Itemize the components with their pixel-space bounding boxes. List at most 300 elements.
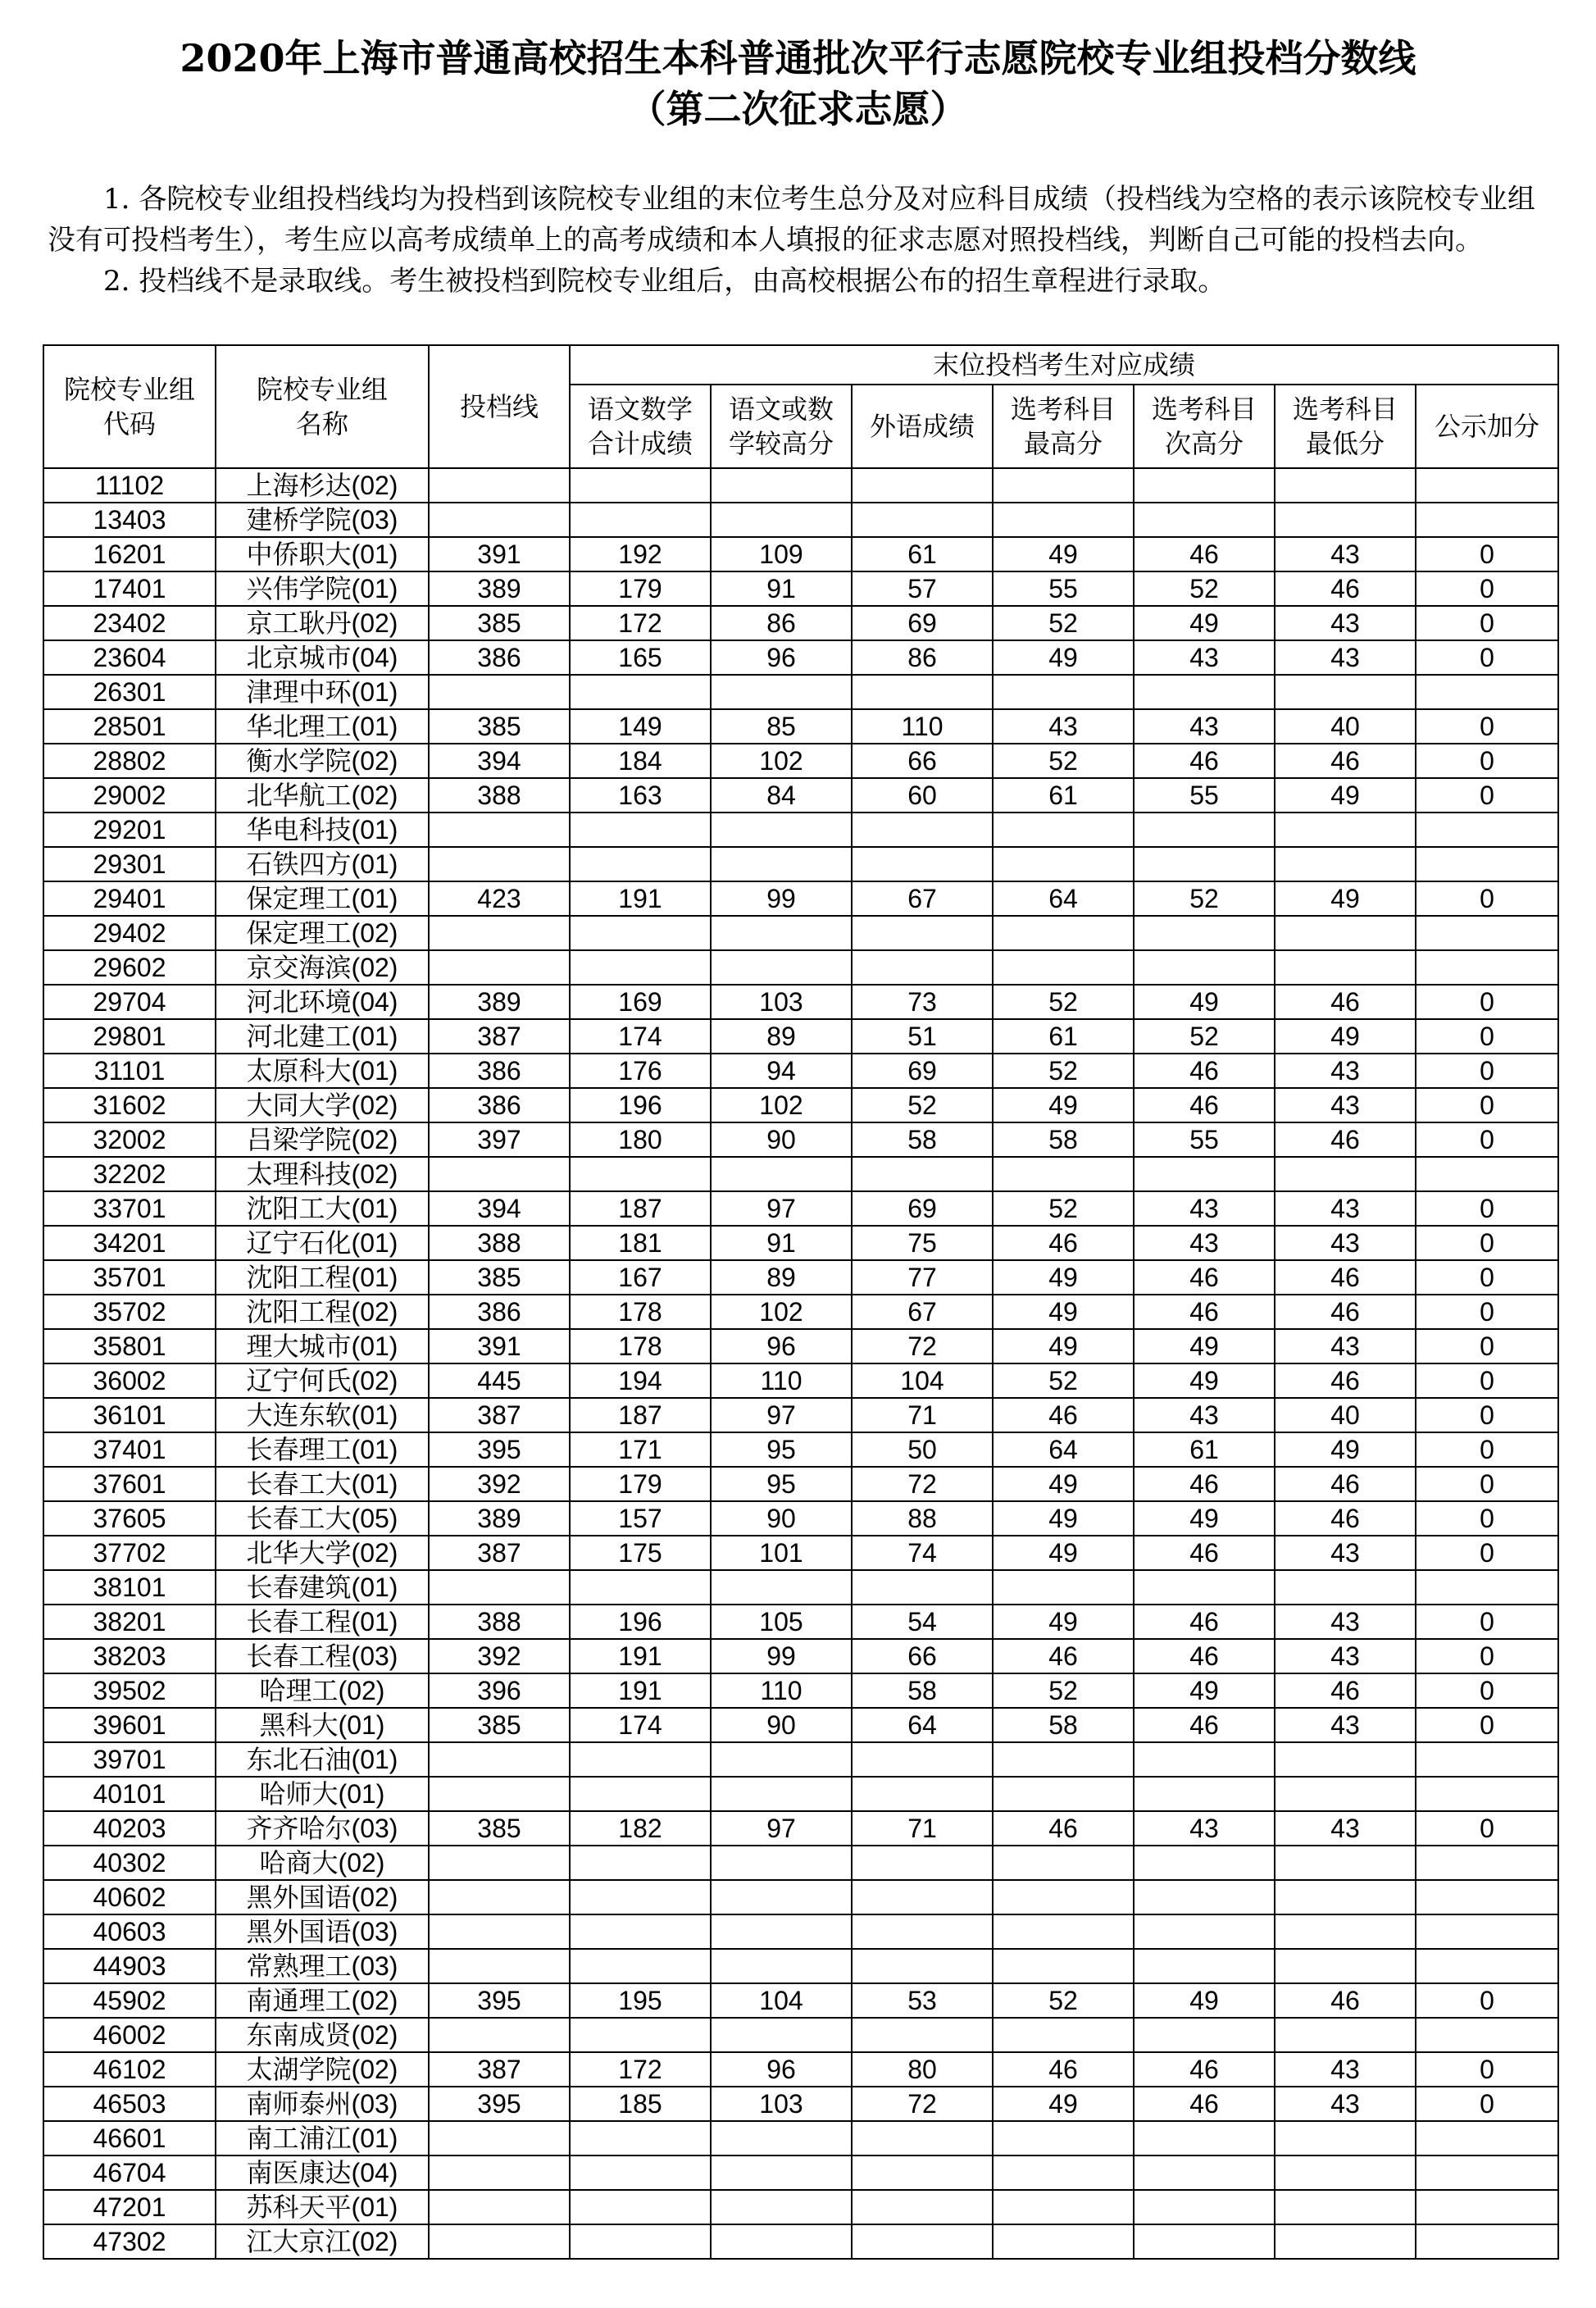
- cell-elective-lowest: [1275, 2155, 1416, 2190]
- cell-chinese-or-math-higher: 96: [711, 640, 852, 675]
- cell-foreign-language: [852, 2224, 993, 2259]
- cell-bonus: [1416, 847, 1558, 881]
- cell-line: 387: [429, 1536, 570, 1570]
- cell-line: 392: [429, 1467, 570, 1501]
- cell-code: 29401: [43, 881, 216, 916]
- cell-code: 47302: [43, 2224, 216, 2259]
- cell-chinese-or-math-higher: 89: [711, 1019, 852, 1054]
- cell-bonus: [1416, 675, 1558, 709]
- table-row: [43, 985, 1558, 1019]
- cell-bonus: 0: [1416, 1019, 1558, 1054]
- cell-code: 37601: [43, 1467, 216, 1501]
- cell-name: 齐齐哈尔(03): [216, 1811, 429, 1846]
- cell-name: 南医康达(04): [216, 2155, 429, 2190]
- cell-bonus: 0: [1416, 1329, 1558, 1363]
- cell-chinese-math-total: 172: [570, 2052, 711, 2087]
- cell-elective-lowest: 43: [1275, 1639, 1416, 1673]
- cell-line: 387: [429, 2052, 570, 2087]
- cell-name: 上海杉达(02): [216, 468, 429, 503]
- cell-foreign-language: 67: [852, 1295, 993, 1329]
- cell-code: 40101: [43, 1777, 216, 1811]
- cell-name: 北京城市(04): [216, 640, 429, 675]
- cell-code: 46601: [43, 2121, 216, 2155]
- cell-elective-second: 46: [1134, 1639, 1275, 1673]
- cell-code: 40302: [43, 1846, 216, 1880]
- note-1: 1. 各院校专业组投档线均为投档到该院校专业组的末位考生总分及对应科目成绩（投档线为空格的表示该院校专业组没有可投档考生），考生应以高考成绩单上的高考成绩和本人填报的征求志愿对照投档线，判断自己可能的投档去向。: [48, 183, 1535, 257]
- cell-bonus: [1416, 1742, 1558, 1777]
- cell-chinese-or-math-higher: 86: [711, 606, 852, 640]
- cell-elective-highest: [993, 847, 1134, 881]
- cell-name: 河北建工(01): [216, 1019, 429, 1054]
- cell-chinese-math-total: 157: [570, 1501, 711, 1536]
- cell-elective-highest: 43: [993, 709, 1134, 744]
- cell-elective-lowest: 43: [1275, 1226, 1416, 1260]
- cell-chinese-math-total: [570, 1846, 711, 1880]
- cell-elective-second: [1134, 2121, 1275, 2155]
- cell-chinese-math-total: 179: [570, 1467, 711, 1501]
- cell-elective-highest: [993, 1777, 1134, 1811]
- cell-code: 23604: [43, 640, 216, 675]
- cell-elective-second: 46: [1134, 1467, 1275, 1501]
- cell-foreign-language: [852, 813, 993, 847]
- cell-code: 47201: [43, 2190, 216, 2224]
- cell-elective-highest: [993, 1949, 1134, 1983]
- header-elective-lowest: [1275, 385, 1416, 468]
- cell-code: 33701: [43, 1191, 216, 1226]
- cell-chinese-or-math-higher: [711, 1742, 852, 1777]
- cell-elective-second: [1134, 1914, 1275, 1949]
- cell-bonus: [1416, 503, 1558, 537]
- cell-bonus: 0: [1416, 1226, 1558, 1260]
- page-title: 2020年上海市普通高校招生本科普通批次平行志愿院校专业组投档分数线: [180, 36, 1416, 80]
- cell-foreign-language: 60: [852, 778, 993, 813]
- cell-chinese-math-total: 179: [570, 571, 711, 606]
- table-row: [43, 1054, 1558, 1088]
- cell-name: 黑外国语(02): [216, 1880, 429, 1914]
- cell-elective-lowest: 43: [1275, 2087, 1416, 2121]
- cell-foreign-language: 61: [852, 537, 993, 571]
- cell-name: 长春建筑(01): [216, 1570, 429, 1605]
- table-row: [43, 1432, 1558, 1467]
- cell-bonus: 0: [1416, 1536, 1558, 1570]
- cell-elective-highest: 49: [993, 1088, 1134, 1122]
- cell-line: [429, 503, 570, 537]
- cell-code: 39601: [43, 1708, 216, 1742]
- cell-name: 哈理工(02): [216, 1673, 429, 1708]
- cell-code: 31602: [43, 1088, 216, 1122]
- cell-bonus: [1416, 1157, 1558, 1191]
- cell-bonus: [1416, 1914, 1558, 1949]
- cell-name: 吕梁学院(02): [216, 1122, 429, 1157]
- cell-elective-second: [1134, 1157, 1275, 1191]
- cell-elective-lowest: 43: [1275, 2052, 1416, 2087]
- cell-line: 396: [429, 1673, 570, 1708]
- cell-elective-lowest: 43: [1275, 1054, 1416, 1088]
- cell-chinese-or-math-higher: 85: [711, 709, 852, 744]
- table-row: [43, 847, 1558, 881]
- cell-elective-highest: 49: [993, 1605, 1134, 1639]
- cell-chinese-or-math-higher: [711, 468, 852, 503]
- cell-bonus: 0: [1416, 1363, 1558, 1398]
- cell-elective-lowest: 46: [1275, 1122, 1416, 1157]
- cell-bonus: [1416, 1777, 1558, 1811]
- table-row: [43, 1088, 1558, 1122]
- cell-bonus: 0: [1416, 1501, 1558, 1536]
- cell-name: 太原科大(01): [216, 1054, 429, 1088]
- cell-code: 38201: [43, 1605, 216, 1639]
- cell-foreign-language: [852, 675, 993, 709]
- cell-bonus: 0: [1416, 985, 1558, 1019]
- cell-name: 京交海滨(02): [216, 950, 429, 985]
- cell-chinese-math-total: [570, 813, 711, 847]
- cell-elective-lowest: 49: [1275, 1432, 1416, 1467]
- cell-elective-second: 43: [1134, 1191, 1275, 1226]
- cell-name: 北华大学(02): [216, 1536, 429, 1570]
- cell-elective-second: 52: [1134, 881, 1275, 916]
- cell-bonus: 0: [1416, 881, 1558, 916]
- cell-chinese-math-total: [570, 1914, 711, 1949]
- cell-line: [429, 2224, 570, 2259]
- cell-elective-highest: [993, 813, 1134, 847]
- cell-line: 389: [429, 1501, 570, 1536]
- table-row: [43, 537, 1558, 571]
- cell-line: [429, 847, 570, 881]
- table-row: [43, 1673, 1558, 1708]
- table-row: [43, 2190, 1558, 2224]
- cell-chinese-math-total: [570, 1880, 711, 1914]
- cell-chinese-or-math-higher: 95: [711, 1432, 852, 1467]
- cell-elective-second: 43: [1134, 640, 1275, 675]
- cell-chinese-math-total: [570, 468, 711, 503]
- cell-bonus: 0: [1416, 1088, 1558, 1122]
- cell-elective-second: 43: [1134, 1226, 1275, 1260]
- cell-foreign-language: 75: [852, 1226, 993, 1260]
- cell-elective-second: 49: [1134, 1983, 1275, 2018]
- cell-name: 长春工大(01): [216, 1467, 429, 1501]
- cell-line: 391: [429, 537, 570, 571]
- cell-elective-second: 46: [1134, 1054, 1275, 1088]
- cell-bonus: 0: [1416, 1639, 1558, 1673]
- cell-code: 46102: [43, 2052, 216, 2087]
- cell-line: 445: [429, 1363, 570, 1398]
- cell-foreign-language: [852, 1949, 993, 1983]
- cell-chinese-or-math-higher: 91: [711, 571, 852, 606]
- cell-bonus: [1416, 1570, 1558, 1605]
- cell-chinese-math-total: 165: [570, 640, 711, 675]
- cell-code: 16201: [43, 537, 216, 571]
- cell-code: 40602: [43, 1880, 216, 1914]
- cell-elective-lowest: 43: [1275, 1811, 1416, 1846]
- cell-elective-highest: [993, 2155, 1134, 2190]
- cell-elective-highest: 49: [993, 1329, 1134, 1363]
- cell-name: 辽宁何氏(02): [216, 1363, 429, 1398]
- score-table: [43, 344, 1559, 2260]
- cell-chinese-math-total: 174: [570, 1708, 711, 1742]
- cell-line: 388: [429, 1226, 570, 1260]
- cell-code: 40603: [43, 1914, 216, 1949]
- cell-foreign-language: 73: [852, 985, 993, 1019]
- cell-foreign-language: 67: [852, 881, 993, 916]
- cell-elective-second: 46: [1134, 2087, 1275, 2121]
- cell-foreign-language: [852, 1570, 993, 1605]
- cell-chinese-math-total: [570, 1570, 711, 1605]
- cell-elective-lowest: [1275, 1880, 1416, 1914]
- cell-bonus: 0: [1416, 1054, 1558, 1088]
- header-chinese-math-total: [570, 385, 711, 468]
- cell-code: 23402: [43, 606, 216, 640]
- cell-line: [429, 2121, 570, 2155]
- cell-foreign-language: [852, 1880, 993, 1914]
- cell-chinese-math-total: 178: [570, 1329, 711, 1363]
- cell-elective-highest: [993, 916, 1134, 950]
- table-row: [43, 1811, 1558, 1846]
- table-row: [43, 1363, 1558, 1398]
- table-row: [43, 1157, 1558, 1191]
- cell-chinese-math-total: 149: [570, 709, 711, 744]
- cell-line: [429, 1880, 570, 1914]
- cell-line: 386: [429, 640, 570, 675]
- cell-line: 388: [429, 1605, 570, 1639]
- cell-line: 392: [429, 1639, 570, 1673]
- table-row: [43, 571, 1558, 606]
- cell-elective-lowest: [1275, 468, 1416, 503]
- cell-code: 39502: [43, 1673, 216, 1708]
- table-row: [43, 1639, 1558, 1673]
- cell-elective-highest: [993, 1914, 1134, 1949]
- cell-foreign-language: 72: [852, 2087, 993, 2121]
- header-line: 投档线: [429, 345, 570, 468]
- table-row: [43, 2018, 1558, 2052]
- cell-code: 29704: [43, 985, 216, 1019]
- cell-chinese-or-math-higher: [711, 2018, 852, 2052]
- cell-line: 385: [429, 606, 570, 640]
- cell-elective-second: 46: [1134, 1088, 1275, 1122]
- cell-name: 华北理工(01): [216, 709, 429, 744]
- cell-elective-second: 49: [1134, 1363, 1275, 1398]
- cell-elective-highest: 49: [993, 1536, 1134, 1570]
- cell-foreign-language: 53: [852, 1983, 993, 2018]
- cell-elective-second: [1134, 1880, 1275, 1914]
- cell-elective-second: [1134, 1570, 1275, 1605]
- cell-elective-highest: 49: [993, 2087, 1134, 2121]
- header-chinese-or-math-higher: [711, 385, 852, 468]
- cell-elective-lowest: 46: [1275, 1363, 1416, 1398]
- cell-chinese-math-total: 171: [570, 1432, 711, 1467]
- cell-line: [429, 2155, 570, 2190]
- cell-elective-lowest: 46: [1275, 1467, 1416, 1501]
- cell-elective-lowest: 43: [1275, 537, 1416, 571]
- header-sub-3-line1: 选考科目: [1010, 394, 1116, 424]
- cell-code: 32002: [43, 1122, 216, 1157]
- cell-bonus: 0: [1416, 571, 1558, 606]
- cell-foreign-language: 66: [852, 1639, 993, 1673]
- cell-chinese-or-math-higher: [711, 2155, 852, 2190]
- cell-chinese-math-total: 191: [570, 1639, 711, 1673]
- cell-code: 46002: [43, 2018, 216, 2052]
- cell-elective-second: [1134, 1777, 1275, 1811]
- cell-line: 395: [429, 2087, 570, 2121]
- cell-elective-second: [1134, 468, 1275, 503]
- cell-elective-lowest: [1275, 1742, 1416, 1777]
- cell-code: 39701: [43, 1742, 216, 1777]
- cell-elective-lowest: [1275, 813, 1416, 847]
- table-row: [43, 1260, 1558, 1295]
- cell-elective-lowest: 43: [1275, 1708, 1416, 1742]
- header-sub-0-line1: 语文数学: [587, 394, 693, 424]
- cell-chinese-or-math-higher: 90: [711, 1501, 852, 1536]
- header-sub-5-line1: 选考科目: [1292, 394, 1398, 424]
- cell-elective-lowest: [1275, 847, 1416, 881]
- cell-elective-second: [1134, 2224, 1275, 2259]
- cell-elective-second: 46: [1134, 1295, 1275, 1329]
- cell-chinese-or-math-higher: 90: [711, 1708, 852, 1742]
- cell-foreign-language: 72: [852, 1329, 993, 1363]
- cell-bonus: 0: [1416, 1295, 1558, 1329]
- cell-elective-lowest: 46: [1275, 571, 1416, 606]
- cell-elective-highest: [993, 2224, 1134, 2259]
- cell-foreign-language: 54: [852, 1605, 993, 1639]
- cell-name: 哈师大(01): [216, 1777, 429, 1811]
- cell-elective-highest: [993, 2190, 1134, 2224]
- cell-chinese-math-total: [570, 1949, 711, 1983]
- cell-elective-highest: 61: [993, 778, 1134, 813]
- cell-foreign-language: [852, 1846, 993, 1880]
- cell-line: 386: [429, 1054, 570, 1088]
- cell-bonus: 0: [1416, 1122, 1558, 1157]
- cell-foreign-language: 80: [852, 2052, 993, 2087]
- cell-line: [429, 675, 570, 709]
- cell-chinese-math-total: 192: [570, 537, 711, 571]
- cell-chinese-or-math-higher: [711, 1949, 852, 1983]
- cell-code: 31101: [43, 1054, 216, 1088]
- cell-line: [429, 1742, 570, 1777]
- cell-foreign-language: [852, 916, 993, 950]
- cell-code: 45902: [43, 1983, 216, 2018]
- table-row: [43, 675, 1558, 709]
- cell-elective-second: 49: [1134, 606, 1275, 640]
- cell-chinese-or-math-higher: [711, 1846, 852, 1880]
- cell-foreign-language: [852, 2155, 993, 2190]
- cell-elective-lowest: [1275, 1777, 1416, 1811]
- cell-name: 长春理工(01): [216, 1432, 429, 1467]
- cell-chinese-math-total: 176: [570, 1054, 711, 1088]
- cell-name: 理大城市(01): [216, 1329, 429, 1363]
- cell-chinese-math-total: 196: [570, 1605, 711, 1639]
- cell-chinese-math-total: 178: [570, 1295, 711, 1329]
- cell-chinese-or-math-higher: 94: [711, 1054, 852, 1088]
- cell-chinese-math-total: [570, 950, 711, 985]
- cell-elective-lowest: [1275, 2121, 1416, 2155]
- cell-chinese-or-math-higher: 96: [711, 2052, 852, 2087]
- table-row: [43, 1295, 1558, 1329]
- cell-chinese-math-total: 163: [570, 778, 711, 813]
- table-row: [43, 1777, 1558, 1811]
- cell-bonus: 0: [1416, 537, 1558, 571]
- cell-foreign-language: 71: [852, 1398, 993, 1432]
- cell-line: [429, 950, 570, 985]
- header-sub-5-line2: 最低分: [1305, 429, 1385, 458]
- cell-foreign-language: 74: [852, 1536, 993, 1570]
- cell-chinese-math-total: 172: [570, 606, 711, 640]
- header-code: [43, 345, 216, 468]
- cell-elective-lowest: 46: [1275, 1673, 1416, 1708]
- cell-chinese-or-math-higher: [711, 1157, 852, 1191]
- cell-elective-lowest: 49: [1275, 778, 1416, 813]
- cell-elective-highest: 52: [993, 1363, 1134, 1398]
- cell-foreign-language: [852, 1742, 993, 1777]
- cell-line: 388: [429, 778, 570, 813]
- cell-elective-lowest: 46: [1275, 1983, 1416, 2018]
- cell-code: 46704: [43, 2155, 216, 2190]
- table-row: [43, 503, 1558, 537]
- cell-elective-highest: 46: [993, 1811, 1134, 1846]
- cell-name: 江大京江(02): [216, 2224, 429, 2259]
- cell-elective-highest: [993, 1880, 1134, 1914]
- cell-elective-highest: 49: [993, 1260, 1134, 1295]
- table-row: [43, 1846, 1558, 1880]
- cell-elective-second: 49: [1134, 1673, 1275, 1708]
- cell-elective-lowest: [1275, 675, 1416, 709]
- header-sub-4-line2: 次高分: [1164, 429, 1244, 458]
- cell-elective-highest: 61: [993, 1019, 1134, 1054]
- cell-elective-highest: 52: [993, 985, 1134, 1019]
- cell-chinese-or-math-higher: 99: [711, 1639, 852, 1673]
- cell-chinese-math-total: 174: [570, 1019, 711, 1054]
- cell-elective-second: 46: [1134, 1536, 1275, 1570]
- cell-chinese-or-math-higher: [711, 813, 852, 847]
- table-row: [43, 916, 1558, 950]
- cell-elective-second: [1134, 813, 1275, 847]
- table-row: [43, 950, 1558, 985]
- cell-elective-highest: 52: [993, 606, 1134, 640]
- cell-chinese-or-math-higher: [711, 1777, 852, 1811]
- cell-foreign-language: 64: [852, 1708, 993, 1742]
- cell-code: 44903: [43, 1949, 216, 1983]
- cell-foreign-language: 71: [852, 1811, 993, 1846]
- cell-name: 南工浦江(01): [216, 2121, 429, 2155]
- table-row: [43, 1914, 1558, 1949]
- cell-name: 沈阳工程(02): [216, 1295, 429, 1329]
- table-row: [43, 813, 1558, 847]
- cell-elective-second: 46: [1134, 1605, 1275, 1639]
- cell-name: 沈阳工程(01): [216, 1260, 429, 1295]
- cell-elective-highest: 49: [993, 537, 1134, 571]
- cell-elective-second: 55: [1134, 1122, 1275, 1157]
- table-row: [43, 2052, 1558, 2087]
- cell-chinese-math-total: [570, 503, 711, 537]
- cell-bonus: 0: [1416, 744, 1558, 778]
- cell-bonus: 0: [1416, 778, 1558, 813]
- cell-elective-second: 55: [1134, 778, 1275, 813]
- cell-elective-lowest: 46: [1275, 744, 1416, 778]
- cell-foreign-language: [852, 1914, 993, 1949]
- cell-elective-lowest: 43: [1275, 1536, 1416, 1570]
- cell-elective-second: 46: [1134, 744, 1275, 778]
- cell-chinese-or-math-higher: 91: [711, 1226, 852, 1260]
- cell-chinese-math-total: [570, 916, 711, 950]
- cell-bonus: [1416, 813, 1558, 847]
- table-row: [43, 2155, 1558, 2190]
- cell-elective-second: 43: [1134, 709, 1275, 744]
- header-name: [216, 345, 429, 468]
- cell-chinese-math-total: 184: [570, 744, 711, 778]
- cell-chinese-or-math-higher: 110: [711, 1673, 852, 1708]
- cell-chinese-or-math-higher: 97: [711, 1191, 852, 1226]
- cell-code: 28501: [43, 709, 216, 744]
- table-row: [43, 1742, 1558, 1777]
- page-subtitle: （第二次征求志愿）: [628, 87, 968, 131]
- table-row: [43, 2224, 1558, 2259]
